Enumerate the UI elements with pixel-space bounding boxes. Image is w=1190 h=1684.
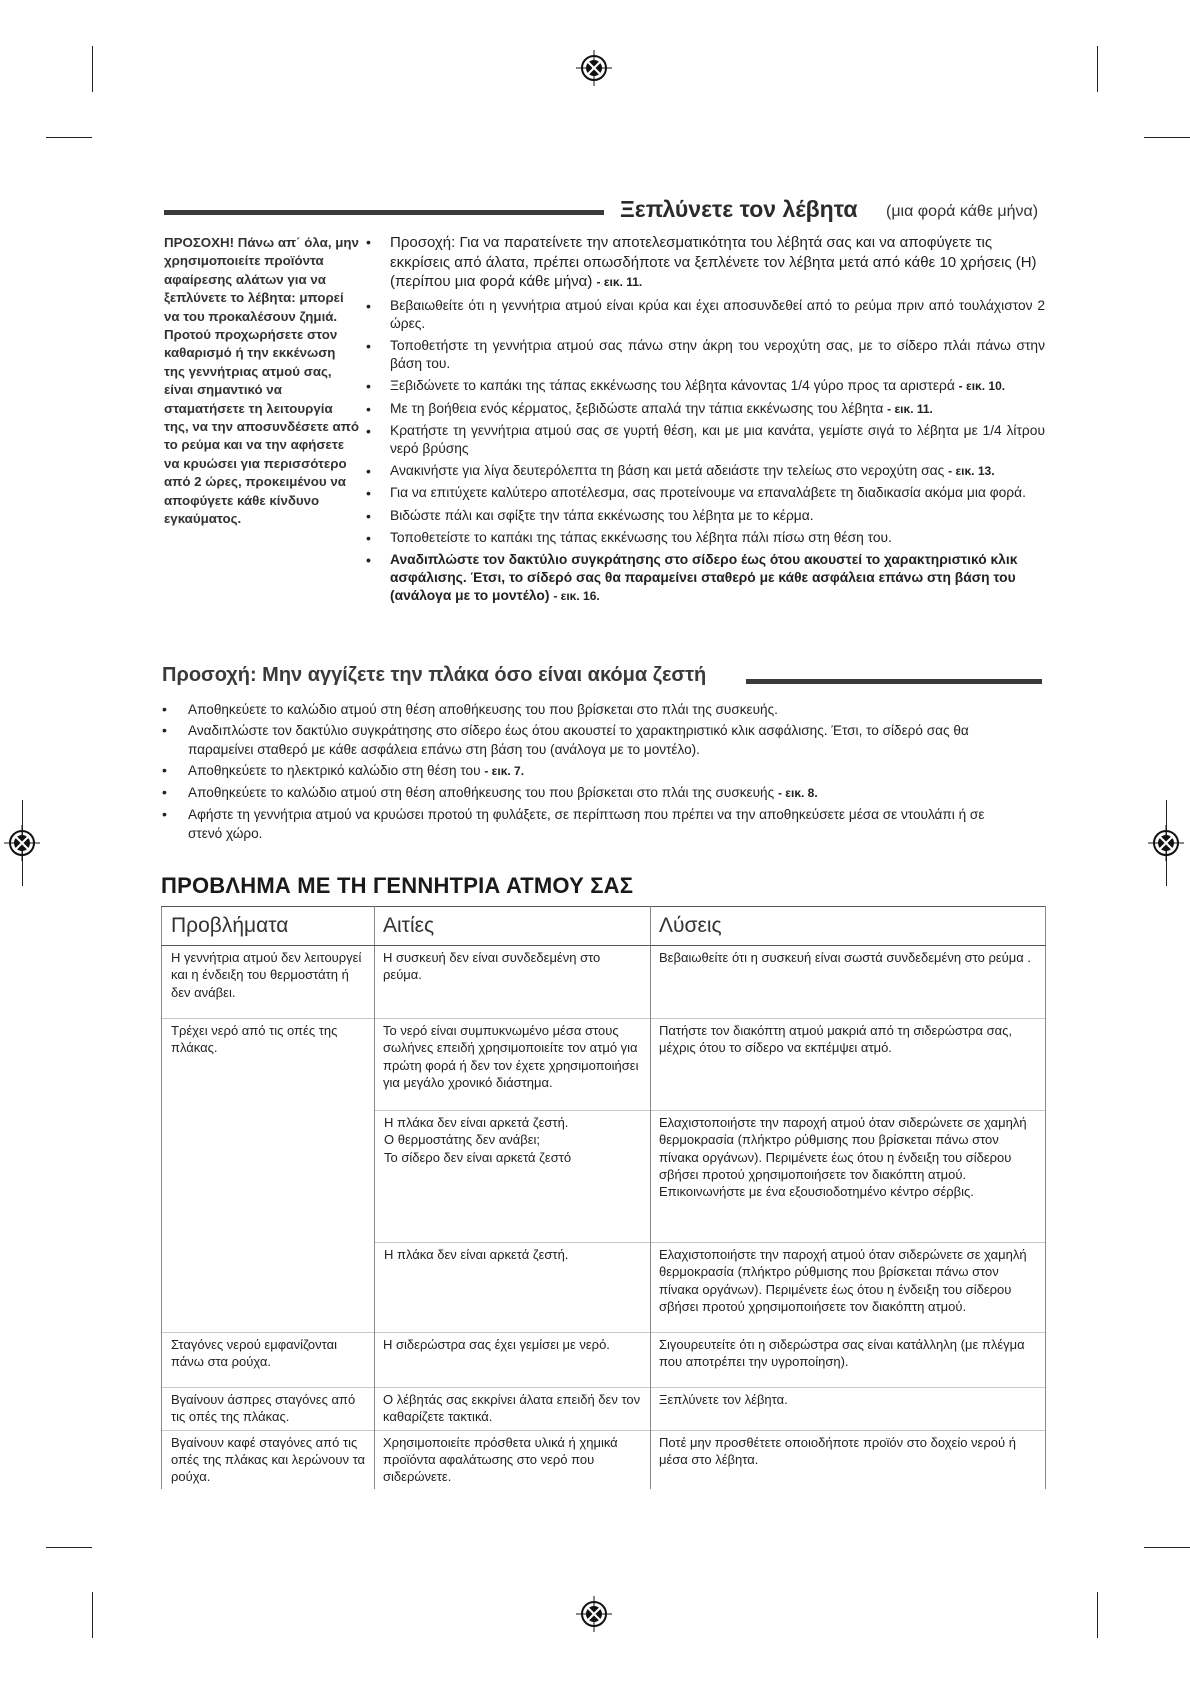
crop-mark bbox=[1144, 1547, 1190, 1548]
crop-mark bbox=[92, 1592, 93, 1638]
list-item: • Αναδιπλώστε τον δακτύλιο συγκράτησης στο σίδερο έως ότου ακουστεί το χαρακτηριστικό κλικ ασφάλισης. Έτσι, το σίδερό σας θα παραμείνει σταθερό με κάθε ασφάλεια επάνω στη βάση του (ανάλογα με το μοντέλο) - εικ. 16. bbox=[390, 551, 1045, 606]
table-row bbox=[162, 1388, 1046, 1431]
table-cell: Χρησιμοποιείτε πρόσθετα υλικά ή χημικά προϊόντα αφαλάτωσης στο νερό που σιδερώνετε. bbox=[375, 1430, 651, 1489]
registration-mark-icon bbox=[1148, 825, 1184, 861]
list-item: • Βεβαιωθείτε ότι η γεννήτρια ατμού είναι κρύα και έχει αποσυνδεθεί από το ρεύμα πριν από τουλάχιστον 2 ώρες. bbox=[390, 297, 1045, 333]
warning-text: ΠΡΟΣΟΧΗ! Πάνω απ΄ όλα, μην χρησιμοποιείτε προϊόντα αφαίρεσης αλάτων για να ξεπλύνετε το λέβητα: μπορεί να του προκαλέσουν ζημιά. Προτού προχωρήσετε στον καθαρισμό ή την εκκένωση της γεννήτριας ατμού σας, είναι σημαντικό να σταματήσετε τη λειτουργία της, να την αποσυνδέσετε από το ρεύμα και να την αφήσετε να κρυώσει για περισσότερο από 2 ώρες, προκειμένου να αποφύγετε κάθε κίνδυνο εγκαύματος. bbox=[164, 235, 359, 527]
column-header: Λύσεις bbox=[651, 907, 1046, 946]
cause-line: Ο θερμοστάτης δεν ανάβει; bbox=[384, 1132, 541, 1148]
table-cell: Η συσκευή δεν είναι συνδεδεμένη στο ρεύμα. bbox=[375, 946, 651, 1019]
table-cell: Η σιδερώστρα σας έχει γεμίσει με νερό. bbox=[375, 1333, 651, 1388]
section2-rule bbox=[746, 679, 1042, 684]
table-cell bbox=[651, 1111, 1046, 1243]
section3-title: ΠΡΟΒΛΗΜΑ ΜΕ ΤΗ ΓΕΝΝΗΤΡΙΑ ΑΤΜΟΥ ΣΑΣ bbox=[161, 873, 634, 898]
section1-subtitle: (μια φορά κάθε μήνα) bbox=[886, 203, 1039, 220]
registration-mark-icon bbox=[576, 50, 612, 86]
list-item: • Αποθηκεύετε το καλώδιο ατμού στη θέση αποθήκευσης του που βρίσκεται στο πλάι της συσκευής - εικ. 8. bbox=[188, 783, 998, 803]
crop-mark bbox=[1097, 1592, 1098, 1638]
list-item: • Βιδώστε πάλι και σφίξτε την τάπα εκκένωσης του λέβητα με το κέρμα. bbox=[390, 507, 1045, 525]
table-cell: Πατήστε τον διακόπτη ατμού μακριά από τη σιδερώστρα σας, μέχρις ότου το σίδερο να εκπέμψει ατμό. bbox=[651, 1019, 1046, 1111]
table-cell: Τρέχει νερό από τις οπές της πλάκας. bbox=[162, 1019, 375, 1333]
list-item: • Αναδιπλώστε τον δακτύλιο συγκράτησης στο σίδερο έως ότου ακουστεί το χαρακτηριστικό κλικ ασφάλισης. Έτσι, το σίδερό σας θα παραμείνει σταθερό με κάθε ασφάλεια επάνω στη βάση του (ανάλογα με το μοντέλο). bbox=[188, 721, 998, 759]
crop-mark bbox=[92, 46, 93, 92]
solution-text: Ελαχιστοποιήστε την παροχή ατμού όταν σιδερώνετε σε χαμηλή θερμοκρασία (πλήκτρο ρύθμισης που βρίσκεται πάνω στον πίνακα οργάνων). Περιμένετε έως ότου η ένδειξη του σίδερου σβήσει προτού χρησιμοποιήσετε τον διακόπτη ατμού. bbox=[659, 1115, 1027, 1182]
section2-list bbox=[188, 700, 998, 845]
table-cell: Σιγουρευτείτε ότι η σιδερώστρα σας είναι κατάλληλη (με πλέγμα που αποτρέπει την υγροποίηση). bbox=[651, 1333, 1046, 1388]
list-item: • Αφήστε τη γεννήτρια ατμού να κρυώσει προτού τη φυλάξετε, σε περίπτωση που πρέπει να την αποθηκεύσετε μέσα σε ντουλάπι ή σε στενό χώρο. bbox=[188, 805, 998, 843]
table-cell: Βγαίνουν καφέ σταγόνες από τις οπές της πλάκας και λερώνουν τα ρούχα. bbox=[162, 1430, 375, 1489]
table-cell: Η γεννήτρια ατμού δεν λειτουργεί και η ένδειξη του θερμοστάτη ή δεν ανάβει. bbox=[162, 946, 375, 1019]
registration-mark-icon bbox=[576, 1596, 612, 1632]
table-cell: Η πλάκα δεν είναι αρκετά ζεστή. bbox=[375, 1243, 651, 1333]
list-item: • Προσοχή: Για να παρατείνετε την αποτελεσματικότητα του λέβητά σας και να αποφύγετε τις εκκρίσεις από άλατα, πρέπει οπωσδήποτε να ξεπλένετε τον λέβητα μετά από κάθε 10 χρήσεις (Η) (περίπου μια φορά κάθε μήνα) - εικ. 11. bbox=[390, 233, 1045, 293]
section1-rule bbox=[164, 210, 604, 215]
table-cell: Το νερό είναι συμπυκνωμένο μέσα στους σωλήνες επειδή χρησιμοποιείτε τον ατμό για πρώτη φορά ή δεν τον έχετε χρησιμοποιήσει για μεγάλο χρονικό διάστημα. bbox=[375, 1019, 651, 1111]
table-cell: Βγαίνουν άσπρες σταγόνες από τις οπές της πλάκας. bbox=[162, 1388, 375, 1431]
list-item: • Τοποθετείστε το καπάκι της τάπας εκκένωσης του λέβητα πάλι πίσω στη θέση του. bbox=[390, 529, 1045, 547]
list-item: • Κρατήστε τη γεννήτρια ατμού σας σε γυρτή θέση, και με μια κανάτα, γεμίστε σιγά το λέβητα με 1/4 λίτρου νερό βρύσης bbox=[390, 422, 1045, 458]
column-header: Αιτίες bbox=[375, 907, 651, 946]
column-header: Προβλήματα bbox=[162, 907, 375, 946]
table-cell: Ο λέβητάς σας εκκρίνει άλατα επειδή δεν τον καθαρίζετε τακτικά. bbox=[375, 1388, 651, 1431]
table-row bbox=[162, 1333, 1046, 1388]
registration-mark-icon bbox=[4, 825, 40, 861]
table-row bbox=[162, 946, 1046, 1019]
table-cell: Βεβαιωθείτε ότι η συσκευή είναι σωστά συνδεδεμένη στο ρεύμα . bbox=[651, 946, 1046, 1019]
section2-title: Προσοχή: Μην αγγίζετε την πλάκα όσο είναι ακόμα ζεστή bbox=[162, 664, 707, 686]
list-item: • Για να επιτύχετε καλύτερο αποτέλεσμα, σας προτείνουμε να επαναλάβετε τη διαδικασία ακόμα μια φορά. bbox=[390, 484, 1045, 502]
list-item: • Ανακινήστε για λίγα δευτερόλεπτα τη βάση και μετά αδειάστε την τελείως στο νεροχύτη σας - εικ. 13. bbox=[390, 462, 1045, 480]
table-cell: Ελαχιστοποιήστε την παροχή ατμού όταν σιδερώνετε σε χαμηλή θερμοκρασία (πλήκτρο ρύθμισης που βρίσκεται πάνω στον πίνακα οργάνων). Περιμένετε έως ότου η ένδειξη του σίδερου σβήσει προτού χρησιμοποιήσετε τον διακόπτη ατμού. bbox=[651, 1243, 1046, 1333]
list-item: • Αποθηκεύετε το καλώδιο ατμού στη θέση αποθήκευσης του που βρίσκεται στο πλάι της συσκευής. bbox=[188, 700, 998, 719]
table-row bbox=[162, 1430, 1046, 1489]
crop-mark bbox=[1097, 46, 1098, 92]
crop-mark bbox=[1144, 137, 1190, 138]
list-item: • Με τη βοήθεια ενός κέρματος, ξεβιδώστε απαλά την τάπια εκκένωσης του λέβητα - εικ. 11. bbox=[390, 400, 1045, 418]
crop-mark bbox=[46, 1547, 92, 1548]
troubleshooting-table bbox=[161, 906, 1046, 1489]
section1-steps bbox=[390, 233, 1045, 610]
list-item: • Τοποθετήστε τη γεννήτρια ατμού σας πάνω στην άκρη του νεροχύτη σας, με το σίδερο πλάι πάνω στην βάση του. bbox=[390, 337, 1045, 373]
table-cell: Ποτέ μην προσθέτετε οποιοδήποτε προϊόν στο δοχείο νερού ή μέσα στο λέβητα. bbox=[651, 1430, 1046, 1489]
table-cell: Σταγόνες νερού εμφανίζονται πάνω στα ρούχα. bbox=[162, 1333, 375, 1388]
solution-text: Επικοινωνήστε με ένα εξουσιοδοτημένο κέντρο σέρβις. bbox=[659, 1184, 974, 1200]
table-cell: Ξεπλύνετε τον λέβητα. bbox=[651, 1388, 1046, 1431]
section1-title: Ξεπλύνετε τον λέβητα bbox=[620, 196, 858, 222]
table-header-row bbox=[162, 907, 1046, 946]
cause-line: Η πλάκα δεν είναι αρκετά ζεστή. bbox=[384, 1115, 569, 1130]
list-item: • Ξεβιδώνετε το καπάκι της τάπας εκκένωσης του λέβητα κάνοντας 1/4 γύρο προς τα αριστερά - εικ. 10. bbox=[390, 377, 1045, 395]
table-cell bbox=[375, 1111, 651, 1243]
cause-line: Το σίδερο δεν είναι αρκετά ζεστό bbox=[384, 1149, 572, 1165]
section1-warning bbox=[164, 234, 360, 529]
table-row bbox=[162, 1019, 1046, 1111]
list-item: • Αποθηκεύετε το ηλεκτρικό καλώδιο στη θέση του - εικ. 7. bbox=[188, 761, 998, 781]
crop-mark bbox=[46, 137, 92, 138]
